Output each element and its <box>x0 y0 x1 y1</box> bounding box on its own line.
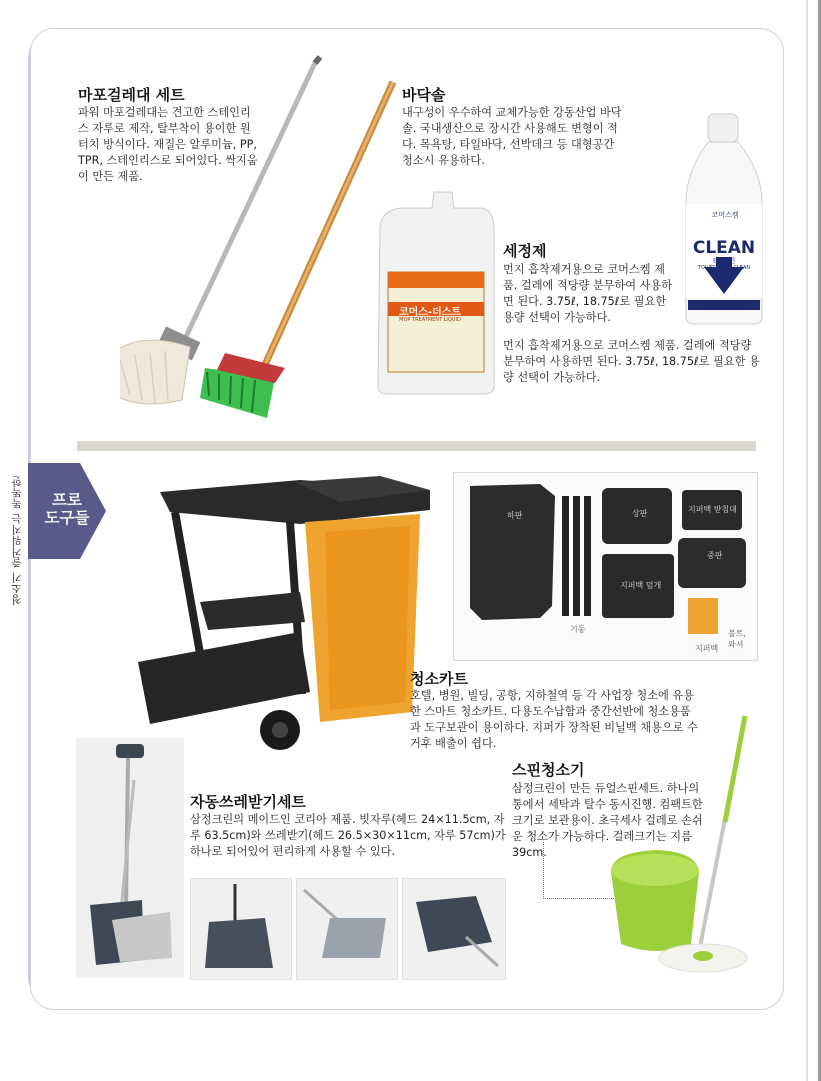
part-label-top: 상판 <box>632 509 648 518</box>
broom-body: 내구성이 우수하여 교체가능한 강동산업 바닥솔. 국내생산으로 장시간 사용해도 변형이 적다. 목욕탕, 타일바닥, 선박데크 등 대형공간 청소시 유용하다. <box>402 106 622 167</box>
part-label-lid: 지퍼백 덮개 <box>620 581 662 590</box>
dustpan-thumb-3-image <box>406 882 500 974</box>
tab-line1: 프로 <box>52 491 82 509</box>
cleaning-cart-image <box>130 462 442 752</box>
bottle-brand: 코머스켐 <box>711 211 739 219</box>
part-label-poles: 기둥 <box>570 625 586 634</box>
section-divider <box>77 441 756 451</box>
detergent-title: 세정제 <box>503 242 547 260</box>
spin-mop-image <box>607 712 757 982</box>
side-label: 청소기 즐거워지는 똑똑한 <box>11 476 23 605</box>
bottle-clean-label: CLEAN <box>692 238 756 258</box>
part-label-mid: 중판 <box>707 551 723 560</box>
page-edge <box>806 0 808 1081</box>
spin-title: 스핀청소기 <box>512 761 585 779</box>
mop-title: 마포걸레대 세트 <box>78 86 185 104</box>
detergent-jug-image <box>372 190 498 395</box>
cart-title: 청소카트 <box>410 670 468 688</box>
bottle-sub-label: TOILET BOWL CLEAN <box>697 265 751 271</box>
part-label-bottom: 하판 <box>507 511 523 520</box>
spin-body: 삼정크린이 만든 듀얼스핀세트. 하나의 통에서 세탁과 탈수 동시진행. 컴팩트한 크기로 보관용이. 초극세사 걸레로 손쉬운 청소가 가능하다. 걸레크기는 지름 39cm. <box>512 782 703 859</box>
broom-title: 바닥솔 <box>402 86 446 104</box>
bottle-kr-label: 티-크린 <box>712 257 736 265</box>
dustpan-thumb-2-image <box>300 882 392 974</box>
section-tab <box>38 491 96 527</box>
cart-body: 호텔, 병원, 빌딩, 공항, 지하철역 등 각 사업장 청소에 유용한 스마트 청소카트. 다용도수납함과 중간선반에 청소용품과 도구보관이 용이하다. 지퍼가 장착된 비닐백 채용으로 수거후 배출이 쉽다. <box>410 689 698 750</box>
dustpan-body: 삼정크린의 메이드인 코리아 제품. 빗자루(헤드 24×11.5cm, 자루 63.5cm)와 쓰레받기(헤드 26.5×30×11cm, 자루 57cm)가 하나로 되어있어 편리하게 사용할 수 있다. <box>190 813 506 858</box>
spin-callout-line <box>543 842 614 899</box>
dustpan-thumb-1-image <box>195 882 285 974</box>
detergent-body-2: 먼지 흡착제거용으로 코머스켐 제품. 걸레에 적당량 분무하여 사용하면 된다. 3.75ℓ, 18.75ℓ로 필요한 용량 선택이 가능하다. <box>503 339 760 384</box>
part-label-bag-holder: 지퍼백 받침대 <box>688 505 737 514</box>
mop-body: 파워 마포걸레대는 견고한 스테인리스 자루로 제작, 탈부착이 용이한 원터치 방식이다. 재질은 알루미늄, PP, TPR, 스테인리스로 되어있다. 싹지움이 만든 제품. <box>78 106 258 183</box>
part-label-bag: 지퍼백 <box>695 644 719 653</box>
detergent-body-1: 먼지 흡착제거용으로 코머스켐 제품. 걸레에 적당량 분무하여 사용하면 된다. 3.75ℓ, 18.75ℓ로 필요한 용량 선택이 가능하다. <box>503 263 673 324</box>
dustpan-title: 자동쓰레받기세트 <box>190 793 306 811</box>
jug-label-en: MOP TREATMENT LIQUID <box>399 317 461 323</box>
jug-label-kr: 코머스-더스트 <box>398 307 462 318</box>
tab-line2: 도구들 <box>44 509 90 527</box>
part-label-bolts: 볼트, 와셔 <box>728 629 746 649</box>
dustpan-main-image <box>82 740 178 975</box>
